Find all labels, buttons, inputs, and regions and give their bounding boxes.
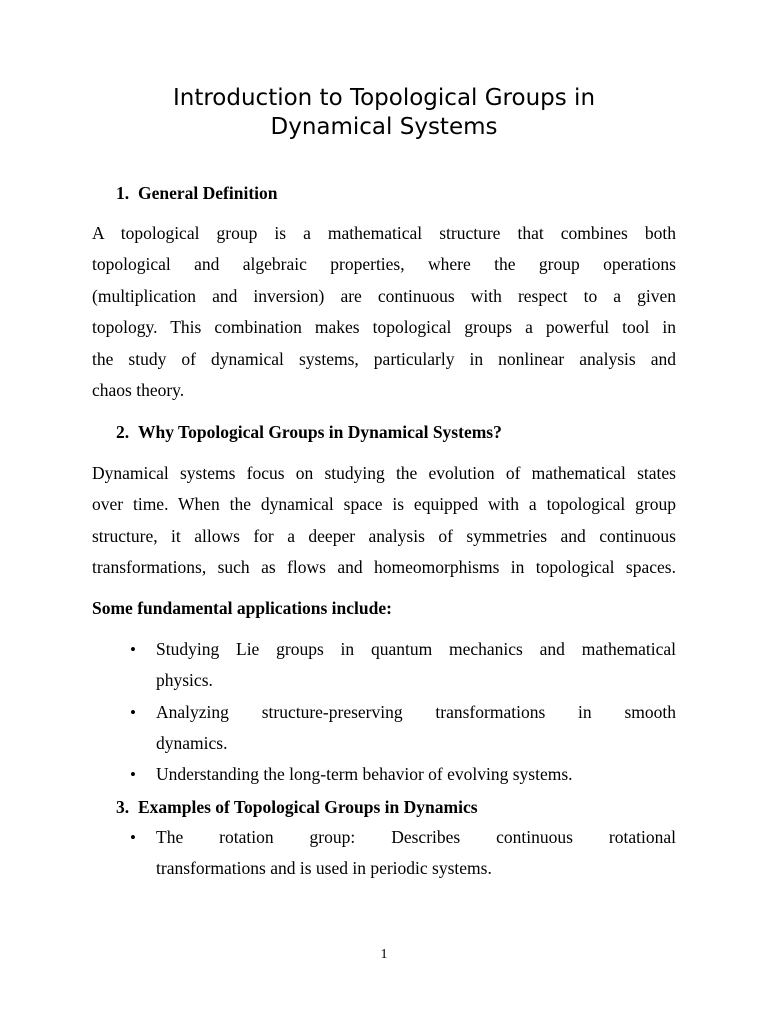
- section-2-paragraph: [92, 458, 676, 584]
- document-title-line-1: Introduction to Topological Groups in: [172, 85, 596, 111]
- list-item-text: [156, 759, 676, 790]
- section-3-heading: [116, 796, 478, 818]
- list-item: [130, 822, 676, 885]
- list-item-line: Understanding the long-term behavior of evolving systems.: [156, 764, 573, 784]
- page-number: 1: [380, 947, 388, 962]
- section-1-paragraph-line: (multiplication and inversion) are continuous with respect to a given: [92, 285, 676, 306]
- bullet-icon: •: [130, 640, 136, 659]
- list-item-text: [156, 822, 676, 885]
- list-item-line: Studying Lie groups in quantum mechanics and mathematical: [156, 639, 676, 659]
- section-1-paragraph-line: topological and algebraic properties, where the group operations: [92, 254, 676, 275]
- section-2-paragraph-line: structure, it allows for a deeper analysis of symmetries and continuous: [92, 525, 676, 546]
- section-2-heading: [116, 421, 502, 443]
- section-2-paragraph-line: Dynamical systems focus on studying the evolution of mathematical states: [92, 463, 676, 483]
- list-item: [130, 697, 676, 760]
- bullet-icon: •: [130, 703, 136, 722]
- list-item-line: physics.: [156, 670, 213, 691]
- section-2-paragraph-line: transformations, such as flows and homeomorphisms in topological spaces.: [92, 557, 676, 578]
- section-1-paragraph-line: the study of dynamical systems, particularly in nonlinear analysis and: [92, 348, 676, 369]
- list-item: [130, 634, 676, 697]
- applications-heading: Some fundamental applications include:: [92, 598, 392, 618]
- section-3-heading-text: Examples of Topological Groups in Dynamics: [138, 797, 478, 817]
- document-title-line-2: Dynamical Systems: [270, 114, 498, 140]
- section-1-paragraph-line: chaos theory.: [92, 379, 185, 400]
- section-1-paragraph-line: A topological group is a mathematical structure that combines both: [92, 223, 676, 243]
- section-3-number: 3.: [116, 797, 130, 817]
- section-1-paragraph: [92, 218, 676, 406]
- bullet-icon: •: [130, 765, 136, 784]
- section-1-paragraph-line: topology. This combination makes topological groups a powerful tool in: [92, 317, 676, 338]
- document-title: [92, 84, 676, 142]
- list-item-line: transformations and is used in periodic systems.: [156, 858, 492, 879]
- section-1-number: 1.: [116, 183, 130, 203]
- list-item-text: [156, 634, 676, 697]
- section-2-heading-text: Why Topological Groups in Dynamical Systems?: [138, 422, 502, 442]
- list-item-line: dynamics.: [156, 733, 228, 754]
- list-item-line: The rotation group: Describes continuous rotational: [156, 827, 676, 847]
- bullet-icon: •: [130, 828, 136, 847]
- section-1-heading: [116, 182, 278, 204]
- section-2-number: 2.: [116, 422, 130, 442]
- section-1-heading-text: General Definition: [138, 183, 278, 203]
- list-item: [130, 759, 676, 790]
- section-2-paragraph-line: over time. When the dynamical space is equipped with a topological group: [92, 494, 676, 515]
- list-item-line: Analyzing structure-preserving transformations in smooth: [156, 702, 676, 722]
- list-item-text: [156, 697, 676, 760]
